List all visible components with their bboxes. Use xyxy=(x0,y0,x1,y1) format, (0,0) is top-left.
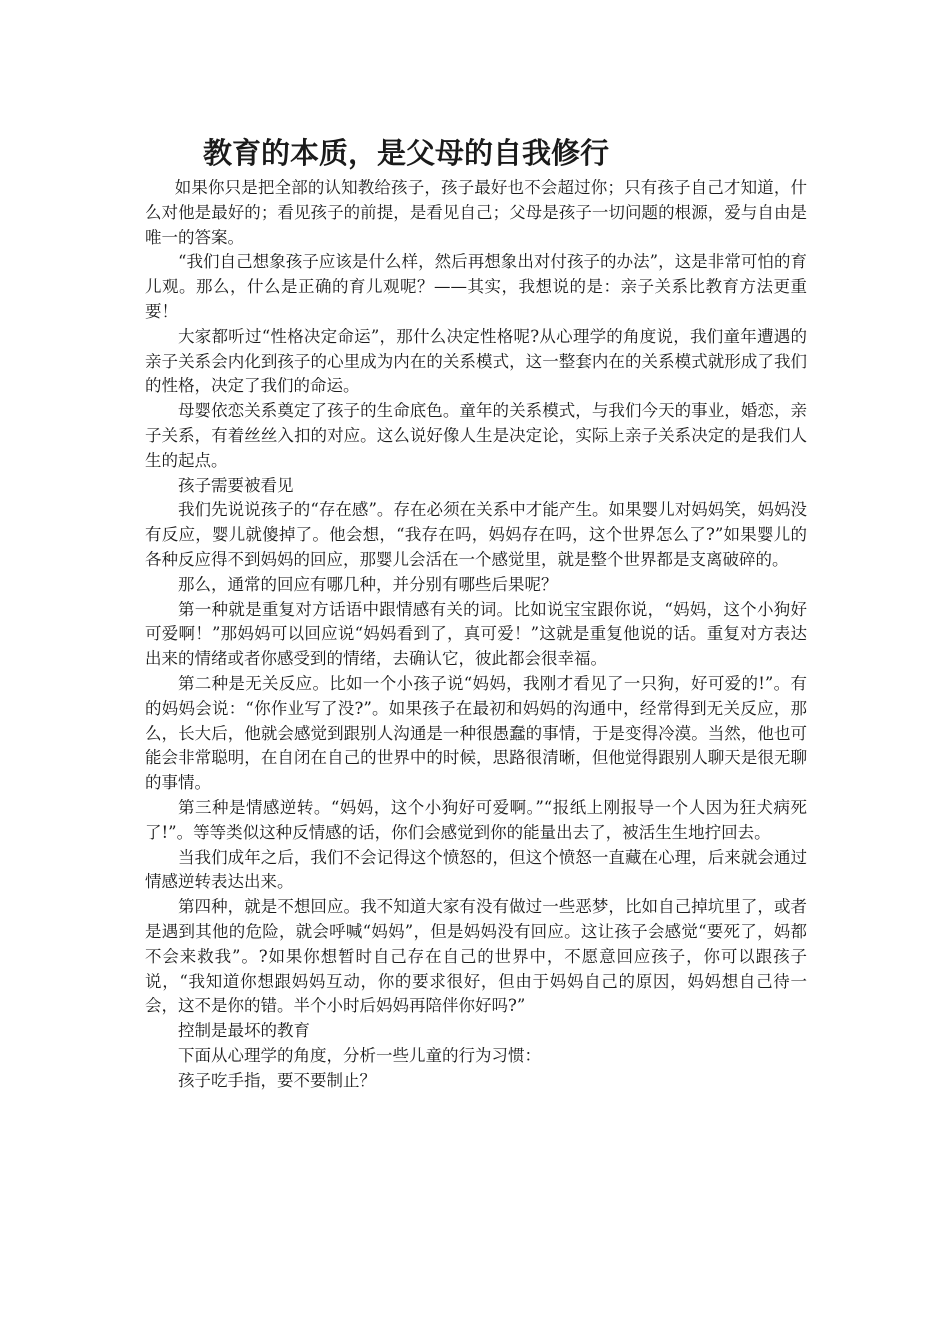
paragraph-response-reversal: 第三种是情感逆转。“妈妈，这个小狗好可爱啊。”“报纸上刚报导一个人因为狂犬病死了!”。等等类似这种反情感的话，你们会感觉到你的能量出去了，被活生生地拧回去。 xyxy=(145,797,807,842)
section-heading-control: 控制是最坏的教育 xyxy=(178,1021,310,1041)
paragraph-intro: 如果你只是把全部的认知教给孩子，孩子最好也不会超过你；只有孩子自己才知道，什么对他是最好的；看见孩子的前提，是看见自己；父母是孩子一切问题的根源，爱与自由是唯一的答案。 xyxy=(145,178,807,247)
paragraph-hidden-anger: 当我们成年之后，我们不会记得这个愤怒的，但这个愤怒一直藏在心理，后来就会通过情感逆转表达出来。 xyxy=(145,847,807,892)
document-body xyxy=(145,176,807,1093)
paragraph-response-repeat: 第一种就是重复对方话语中跟情感有关的词。比如说宝宝跟你说，“妈妈，这个小狗好可爱啊！”那妈妈可以回应说“妈妈看到了，真可爱！”这就是重复他说的话。重复对方表达出来的情绪或者你感受到的情绪，去确认它，彼此都会很幸福。 xyxy=(145,599,807,669)
paragraph-response-none: 第四种，就是不想回应。我不知道大家有没有做过一些恶梦，比如自己掉坑里了，或者是遇到其他的危险，就会呼喊“妈妈”，但是妈妈没有回应。这让孩子会感觉“要死了，妈都不会来救我”。?如果你想暂时自己存在自己的世界中，不愿意回应孩子，你可以跟孩子说，“我知道你想跟妈妈互动，你的要求很好，但由于妈妈自己的原因，妈妈想自己待一会，这不是你的错。半个小时后妈妈再陪伴你好吗?” xyxy=(145,897,807,1016)
paragraph-habits-intro: 下面从心理学的角度，分析一些儿童的行为习惯： xyxy=(178,1045,541,1065)
paragraph-response-types: 那么，通常的回应有哪几种，并分别有哪些后果呢？ xyxy=(178,574,558,594)
document-title: 教育的本质，是父母的自我修行 xyxy=(203,136,610,170)
paragraph-attachment: 母婴依恋关系奠定了孩子的生命底色。童年的关系模式，与我们今天的事业，婚恋，亲子关系，有着丝丝入扣的对应。这么说好像人生是决定论，实际上亲子关系决定的是我们人生的起点。 xyxy=(145,401,807,470)
paragraph-sense-of-existence: 我们先说说孩子的“存在感”。存在必须在关系中才能产生。如果婴儿对妈妈笑，妈妈没有反应，婴儿就傻掉了。他会想，“我存在吗，妈妈存在吗，这个世界怎么了?”如果婴儿的各种反应得不到妈妈的回应，那婴儿会活在一个感觉里，就是整个世界都是支离破碎的。 xyxy=(145,500,807,569)
paragraph-personality-destiny: 大家都听过“性格决定命运”，那什么决定性格呢?从心理学的角度说，我们童年遭遇的亲子关系会内化到孩子的心里成为内在的关系模式，这一整套内在的关系模式就形成了我们的性格，决定了我们的命运。 xyxy=(145,326,807,396)
paragraph-parenting-view: “我们自己想象孩子应该是什么样，然后再想象出对付孩子的办法”，这是非常可怕的育儿观。那么，什么是正确的育儿观呢？——其实，我想说的是：亲子关系比教育方法更重要！ xyxy=(145,252,807,321)
paragraph-thumb-sucking: 孩子吃手指，要不要制止？ xyxy=(178,1070,376,1090)
section-heading-be-seen: 孩子需要被看见 xyxy=(178,475,294,495)
paragraph-response-irrelevant: 第二种是无关反应。比如一个小孩子说“妈妈，我刚才看见了一只狗，好可爱的!”。有的妈妈会说：“你作业写了没?”。如果孩子在最初和妈妈的沟通中，经常得到无关反应，那么，长大后，他就会感觉到跟别人沟通是一种很愚蠢的事情，于是变得冷漠。当然，他也可能会非常聪明，在自闭在自己的世界中的时候，思路很清晰，但他觉得跟别人聊天是很无聊的事情。 xyxy=(145,673,807,793)
document-page xyxy=(145,132,807,1093)
